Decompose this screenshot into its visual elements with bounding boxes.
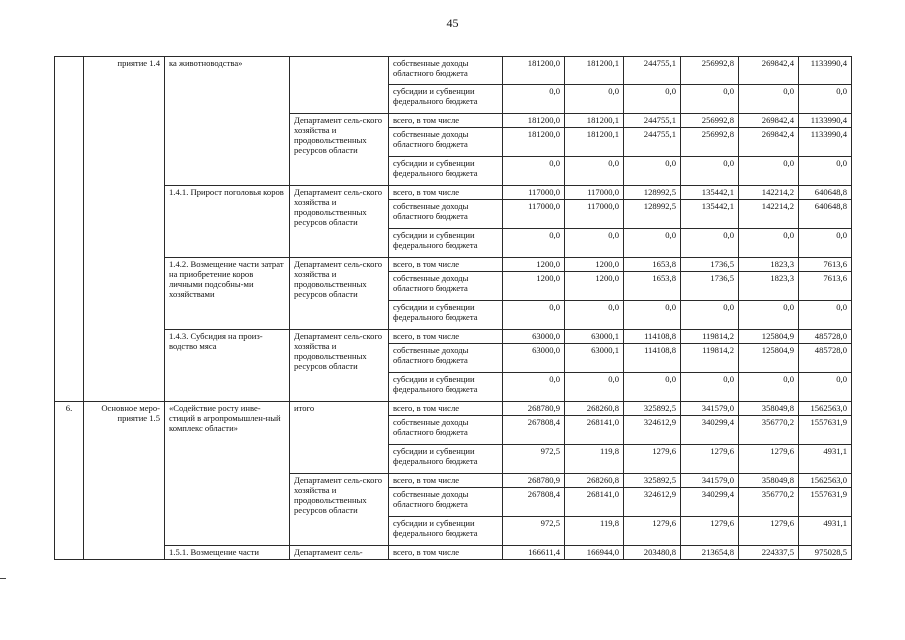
table-row: [55, 402, 852, 416]
value-cell: 0,0: [799, 373, 852, 402]
value-cell: 1823,3: [739, 258, 799, 272]
source-cell: всего, в том числе: [389, 258, 503, 272]
value-cell: 135442,1: [681, 200, 739, 229]
table-row: [55, 186, 852, 200]
value-cell: 1200,0: [565, 258, 624, 272]
value-cell: 119814,2: [681, 330, 739, 344]
value-cell: 1133990,4: [799, 128, 852, 157]
value-cell: 324612,9: [624, 416, 681, 445]
value-cell: 640648,8: [799, 186, 852, 200]
value-cell: 114108,8: [624, 344, 681, 373]
value-cell: 125804,9: [739, 330, 799, 344]
value-cell: 356770,2: [739, 488, 799, 517]
value-cell: 640648,8: [799, 200, 852, 229]
value-cell: 0,0: [503, 157, 565, 186]
value-cell: 269842,4: [739, 128, 799, 157]
value-cell: 0,0: [681, 229, 739, 258]
value-cell: 1279,6: [624, 517, 681, 546]
budget-table: [54, 56, 852, 560]
value-cell: 117000,0: [503, 186, 565, 200]
value-cell: 0,0: [799, 157, 852, 186]
value-cell: 358049,8: [739, 474, 799, 488]
value-cell: 1279,6: [681, 445, 739, 474]
value-cell: 7613,6: [799, 272, 852, 301]
value-cell: 166944,0: [565, 546, 624, 560]
value-cell: 1133990,4: [799, 57, 852, 85]
value-cell: 128992,5: [624, 200, 681, 229]
value-cell: 63000,1: [565, 344, 624, 373]
value-cell: 114108,8: [624, 330, 681, 344]
value-cell: 256992,8: [681, 114, 739, 128]
value-cell: 119814,2: [681, 344, 739, 373]
source-cell: собственные доходы областного бюджета: [389, 272, 503, 301]
value-cell: 975028,5: [799, 546, 852, 560]
value-cell: 1557631,9: [799, 416, 852, 445]
value-cell: 1823,3: [739, 272, 799, 301]
executor-cell: Департамент сель-ского хозяйства и продовольственных ресурсов области: [290, 186, 389, 258]
name-cell: 1.4.2. Возмещение части затрат на приобретение коров личными подсобны-ми хозяйствами: [165, 258, 290, 330]
value-cell: 1653,8: [624, 272, 681, 301]
value-cell: 119,8: [565, 517, 624, 546]
value-cell: 244755,1: [624, 114, 681, 128]
source-cell: всего, в том числе: [389, 474, 503, 488]
value-cell: 1736,5: [681, 258, 739, 272]
executor-cell: Департамент сель-ского хозяйства и продовольственных ресурсов области: [290, 114, 389, 186]
value-cell: 0,0: [624, 157, 681, 186]
value-cell: 1133990,4: [799, 114, 852, 128]
value-cell: 0,0: [681, 157, 739, 186]
row-number-cell: [55, 57, 84, 402]
value-cell: 0,0: [565, 229, 624, 258]
source-cell: субсидии и субвенции федерального бюджета: [389, 157, 503, 186]
source-cell: субсидии и субвенции федерального бюджета: [389, 301, 503, 330]
executor-cell: итого: [290, 402, 389, 474]
table-row: [55, 330, 852, 344]
value-cell: 0,0: [503, 301, 565, 330]
event-cell: приятие 1.4: [84, 57, 165, 402]
value-cell: 0,0: [739, 229, 799, 258]
value-cell: 325892,5: [624, 402, 681, 416]
value-cell: 4931,1: [799, 517, 852, 546]
value-cell: 358049,8: [739, 402, 799, 416]
value-cell: 0,0: [799, 85, 852, 114]
source-cell: собственные доходы областного бюджета: [389, 57, 503, 85]
value-cell: 1200,0: [565, 272, 624, 301]
source-cell: субсидии и субвенции федерального бюджета: [389, 85, 503, 114]
source-cell: субсидии и субвенции федерального бюджета: [389, 517, 503, 546]
value-cell: 268141,0: [565, 488, 624, 517]
table-row: [55, 546, 852, 560]
value-cell: 341579,0: [681, 474, 739, 488]
value-cell: 0,0: [624, 301, 681, 330]
value-cell: 181200,1: [565, 114, 624, 128]
value-cell: 117000,0: [503, 200, 565, 229]
value-cell: 269842,4: [739, 114, 799, 128]
value-cell: 256992,8: [681, 57, 739, 85]
source-cell: субсидии и субвенции федерального бюджета: [389, 445, 503, 474]
value-cell: 0,0: [739, 157, 799, 186]
value-cell: 0,0: [681, 373, 739, 402]
value-cell: 972,5: [503, 517, 565, 546]
value-cell: 181200,0: [503, 128, 565, 157]
executor-cell: Департамент сель-: [290, 546, 389, 560]
value-cell: 0,0: [565, 85, 624, 114]
value-cell: 1653,8: [624, 258, 681, 272]
event-cell: Основное меро-приятие 1.5: [84, 402, 165, 560]
value-cell: 1562563,0: [799, 474, 852, 488]
value-cell: 142214,2: [739, 186, 799, 200]
value-cell: 63000,1: [565, 330, 624, 344]
value-cell: 1557631,9: [799, 488, 852, 517]
source-cell: собственные доходы областного бюджета: [389, 416, 503, 445]
value-cell: 267808,4: [503, 416, 565, 445]
value-cell: 125804,9: [739, 344, 799, 373]
page-number: 45: [446, 16, 459, 30]
source-cell: всего, в том числе: [389, 186, 503, 200]
value-cell: 0,0: [565, 373, 624, 402]
value-cell: 1279,6: [739, 517, 799, 546]
name-cell: 1.5.1. Возмещение части: [165, 546, 290, 560]
value-cell: 268780,9: [503, 402, 565, 416]
value-cell: 268260,8: [565, 474, 624, 488]
value-cell: 0,0: [565, 157, 624, 186]
value-cell: 268141,0: [565, 416, 624, 445]
value-cell: 0,0: [739, 85, 799, 114]
value-cell: 203480,8: [624, 546, 681, 560]
value-cell: 117000,0: [565, 200, 624, 229]
value-cell: 63000,0: [503, 344, 565, 373]
value-cell: 0,0: [799, 229, 852, 258]
value-cell: 135442,1: [681, 186, 739, 200]
value-cell: 0,0: [681, 85, 739, 114]
source-cell: субсидии и субвенции федерального бюджета: [389, 229, 503, 258]
value-cell: 268260,8: [565, 402, 624, 416]
value-cell: 268780,9: [503, 474, 565, 488]
row-number-cell: 6.: [55, 402, 84, 560]
value-cell: 0,0: [739, 301, 799, 330]
value-cell: 1279,6: [739, 445, 799, 474]
value-cell: 0,0: [503, 85, 565, 114]
value-cell: 181200,1: [565, 57, 624, 85]
value-cell: 117000,0: [565, 186, 624, 200]
value-cell: 340299,4: [681, 416, 739, 445]
value-cell: 485728,0: [799, 330, 852, 344]
value-cell: 1200,0: [503, 258, 565, 272]
executor-cell: Департамент сель-ского хозяйства и продовольственных ресурсов области: [290, 330, 389, 402]
value-cell: 0,0: [739, 373, 799, 402]
executor-cell: [290, 57, 389, 114]
value-cell: 1279,6: [681, 517, 739, 546]
value-cell: 340299,4: [681, 488, 739, 517]
value-cell: 0,0: [503, 373, 565, 402]
value-cell: 325892,5: [624, 474, 681, 488]
value-cell: 0,0: [624, 229, 681, 258]
value-cell: 0,0: [565, 301, 624, 330]
source-cell: всего, в том числе: [389, 330, 503, 344]
value-cell: 213654,8: [681, 546, 739, 560]
value-cell: 0,0: [503, 229, 565, 258]
source-cell: субсидии и субвенции федерального бюджета: [389, 373, 503, 402]
value-cell: 0,0: [681, 301, 739, 330]
table-row: [55, 258, 852, 272]
value-cell: 224337,5: [739, 546, 799, 560]
value-cell: 1200,0: [503, 272, 565, 301]
source-cell: всего, в том числе: [389, 546, 503, 560]
source-cell: всего, в том числе: [389, 402, 503, 416]
value-cell: 7613,6: [799, 258, 852, 272]
value-cell: 4931,1: [799, 445, 852, 474]
value-cell: 485728,0: [799, 344, 852, 373]
value-cell: 181200,1: [565, 128, 624, 157]
value-cell: 166611,4: [503, 546, 565, 560]
executor-cell: Департамент сель-ского хозяйства и продовольственных ресурсов области: [290, 258, 389, 330]
value-cell: 0,0: [624, 373, 681, 402]
value-cell: 128992,5: [624, 186, 681, 200]
value-cell: 256992,8: [681, 128, 739, 157]
name-cell: «Содействие росту инве-стиций в агропромышлен-ный комплекс области»: [165, 402, 290, 546]
value-cell: 1562563,0: [799, 402, 852, 416]
value-cell: 972,5: [503, 445, 565, 474]
name-cell: 1.4.3. Субсидия на произ-водство мяса: [165, 330, 290, 402]
value-cell: 119,8: [565, 445, 624, 474]
value-cell: 1736,5: [681, 272, 739, 301]
value-cell: 341579,0: [681, 402, 739, 416]
value-cell: 244755,1: [624, 57, 681, 85]
value-cell: 244755,1: [624, 128, 681, 157]
value-cell: 181200,0: [503, 114, 565, 128]
value-cell: 0,0: [799, 301, 852, 330]
name-cell: 1.4.1. Прирост поголовья коров: [165, 186, 290, 258]
value-cell: 356770,2: [739, 416, 799, 445]
value-cell: 269842,4: [739, 57, 799, 85]
value-cell: 181200,0: [503, 57, 565, 85]
value-cell: 1279,6: [624, 445, 681, 474]
margin-mark: [0, 578, 6, 579]
source-cell: всего, в том числе: [389, 114, 503, 128]
source-cell: собственные доходы областного бюджета: [389, 344, 503, 373]
table-row: [55, 57, 852, 85]
value-cell: 267808,4: [503, 488, 565, 517]
name-cell: ка животноводства»: [165, 57, 290, 186]
source-cell: собственные доходы областного бюджета: [389, 488, 503, 517]
value-cell: 324612,9: [624, 488, 681, 517]
value-cell: 142214,2: [739, 200, 799, 229]
executor-cell: Департамент сель-ского хозяйства и продовольственных ресурсов области: [290, 474, 389, 546]
source-cell: собственные доходы областного бюджета: [389, 128, 503, 157]
value-cell: 63000,0: [503, 330, 565, 344]
source-cell: собственные доходы областного бюджета: [389, 200, 503, 229]
value-cell: 0,0: [624, 85, 681, 114]
